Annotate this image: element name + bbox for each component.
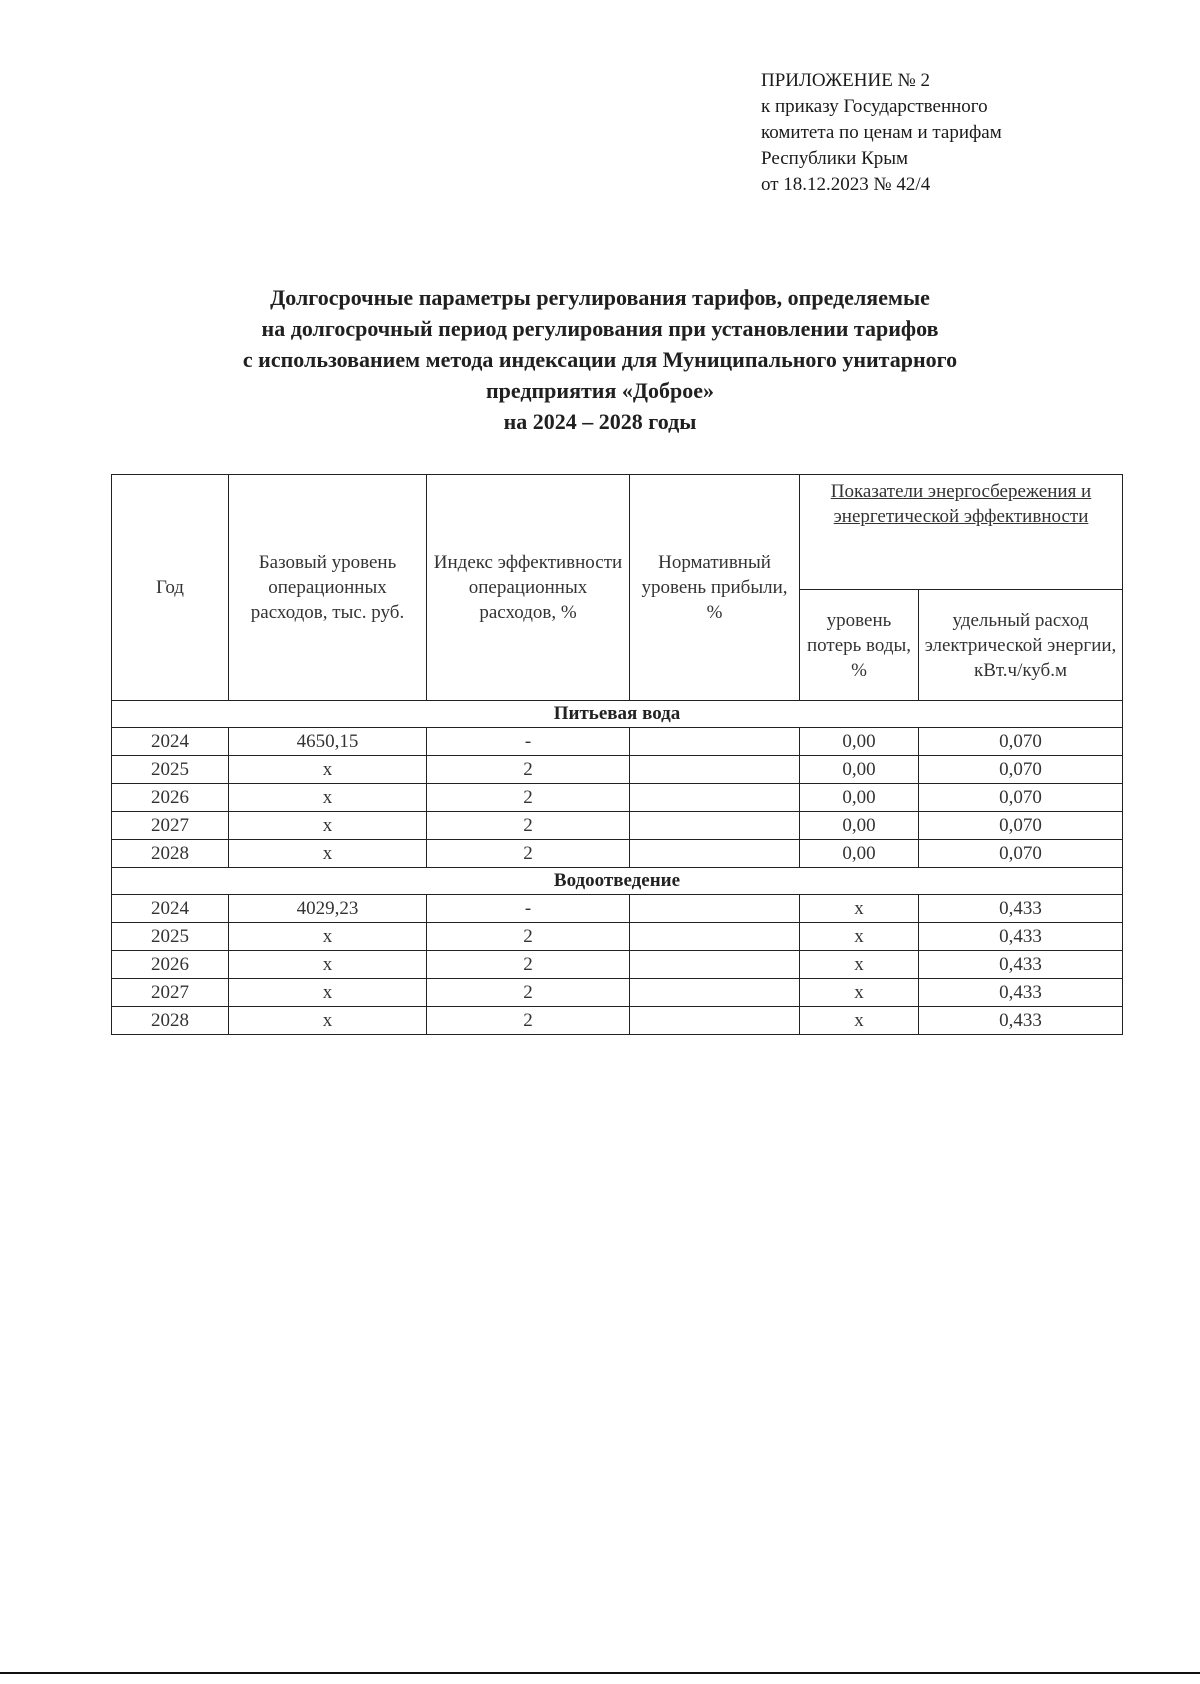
table-row [112,1007,1123,1035]
cell-efficiency-index: 2 [427,951,630,979]
cell-year: 2024 [112,895,229,923]
cell-electric-consumption: 0,070 [919,728,1123,756]
cell-efficiency-index: 2 [427,979,630,1007]
header-year: Год [112,475,229,701]
cell-water-loss: 0,00 [800,784,919,812]
cell-year: 2025 [112,923,229,951]
cell-efficiency-index: 2 [427,923,630,951]
section-title: Водоотведение [112,868,1123,895]
cell-profit-level [630,784,800,812]
cell-water-loss: x [800,923,919,951]
cell-water-loss: 0,00 [800,840,919,868]
section-title: Питьевая вода [112,701,1123,728]
cell-base-level: x [229,923,427,951]
appendix-region: Республики Крым [761,148,909,169]
table-row [112,728,1123,756]
cell-electric-consumption: 0,433 [919,1007,1123,1035]
cell-electric-consumption: 0,070 [919,756,1123,784]
cell-efficiency-index: 2 [427,784,630,812]
cell-year: 2027 [112,812,229,840]
cell-electric-consumption: 0,433 [919,895,1123,923]
cell-base-level: x [229,951,427,979]
cell-profit-level [630,951,800,979]
title-line-5: на 2024 – 2028 годы [503,409,697,434]
cell-efficiency-index: 2 [427,840,630,868]
table-row [112,923,1123,951]
table-row [112,784,1123,812]
cell-profit-level [630,812,800,840]
cell-base-level: 4029,23 [229,895,427,923]
cell-year: 2027 [112,979,229,1007]
cell-electric-consumption: 0,433 [919,951,1123,979]
title-line-3: с использованием метода индексации для Муниципального унитарного [242,347,958,372]
cell-base-level: x [229,784,427,812]
cell-base-level: x [229,1007,427,1035]
cell-base-level: x [229,756,427,784]
cell-efficiency-index: - [427,895,630,923]
appendix-committee: комитета по ценам и тарифам [761,122,1002,143]
cell-efficiency-index: 2 [427,812,630,840]
header-base-level: Базовый уровень операционных расходов, тыс. руб. [229,475,427,701]
table-row [112,756,1123,784]
cell-base-level: 4650,15 [229,728,427,756]
header-energy-group-label: Показатели энергосбережения и энергетической эффективности [830,481,1092,527]
table-row [112,979,1123,1007]
section-row [112,868,1123,895]
table-row [112,951,1123,979]
appendix-order-ref: к приказу Государственного [761,96,988,117]
cell-water-loss: 0,00 [800,812,919,840]
cell-electric-consumption: 0,070 [919,812,1123,840]
appendix-date-number: от 18.12.2023 № 42/4 [761,174,931,195]
cell-profit-level [630,979,800,1007]
cell-profit-level [630,1007,800,1035]
cell-base-level: x [229,840,427,868]
cell-year: 2028 [112,840,229,868]
cell-water-loss: x [800,895,919,923]
cell-efficiency-index: - [427,728,630,756]
cell-electric-consumption: 0,433 [919,923,1123,951]
cell-year: 2024 [112,728,229,756]
section-row [112,701,1123,728]
cell-efficiency-index: 2 [427,756,630,784]
cell-profit-level [630,840,800,868]
header-profit-level: Нормативный уровень прибыли, % [630,475,800,701]
cell-water-loss: x [800,951,919,979]
header-electric-consumption: удельный расход электрической энергии, кВт.ч/куб.м [919,590,1123,701]
table-row [112,812,1123,840]
cell-electric-consumption: 0,070 [919,840,1123,868]
document-title [100,282,1100,437]
header-water-loss: уровень потерь воды, % [800,590,919,701]
header-energy-group [800,475,1123,590]
cell-water-loss: x [800,979,919,1007]
cell-water-loss: x [800,1007,919,1035]
table-row [112,840,1123,868]
table-body [112,701,1123,1035]
cell-year: 2026 [112,951,229,979]
cell-base-level: x [229,812,427,840]
cell-year: 2026 [112,784,229,812]
cell-water-loss: 0,00 [800,756,919,784]
table-row [112,895,1123,923]
appendix-label: ПРИЛОЖЕНИЕ № 2 [761,70,930,91]
title-line-2: на долгосрочный период регулирования при установлении тарифов [261,316,939,341]
cell-water-loss: 0,00 [800,728,919,756]
page-bottom-rule [0,1672,1200,1674]
cell-profit-level [630,728,800,756]
cell-electric-consumption: 0,433 [919,979,1123,1007]
cell-efficiency-index: 2 [427,1007,630,1035]
cell-year: 2028 [112,1007,229,1035]
parameters-table [111,474,1123,1035]
cell-base-level: x [229,979,427,1007]
cell-profit-level [630,895,800,923]
appendix-block [761,68,1002,198]
header-efficiency-index: Индекс эффективности операционных расходов, % [427,475,630,701]
cell-year: 2025 [112,756,229,784]
cell-profit-level [630,756,800,784]
title-line-1: Долгосрочные параметры регулирования тарифов, определяемые [270,285,930,310]
title-line-4: предприятия «Доброе» [485,378,715,403]
cell-profit-level [630,923,800,951]
cell-electric-consumption: 0,070 [919,784,1123,812]
